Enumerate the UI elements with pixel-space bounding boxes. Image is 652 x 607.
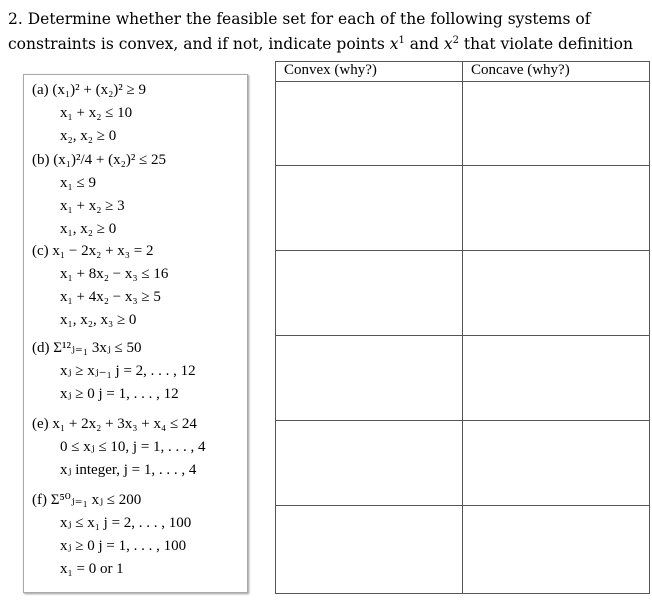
question-mid: and xyxy=(404,35,444,54)
constraints-box xyxy=(23,74,248,593)
constraint-line: x₁ + 4x₂ − x₃ ≥ 5 xyxy=(60,289,161,305)
table-header-row xyxy=(276,62,650,82)
problem-d xyxy=(32,337,196,406)
constraint-line: x₁, x₂ ≥ 0 xyxy=(60,221,117,237)
constraint-line: x₁ − 2x₂ + x₃ = 2 xyxy=(52,243,154,259)
answer-cell[interactable] xyxy=(463,166,650,251)
answer-cell[interactable] xyxy=(276,251,463,336)
constraint-line: x₁, x₂, x₃ ≥ 0 xyxy=(60,312,137,328)
x2-superscript: 2 xyxy=(452,35,459,46)
constraint-line: x₁ ≤ 9 xyxy=(60,175,96,191)
constraint-line: (x₁)²/4 + (x₂)² ≤ 25 xyxy=(53,152,167,168)
answer-cell[interactable] xyxy=(276,336,463,421)
table-row xyxy=(276,82,650,166)
header-convex: Convex (why?) xyxy=(276,62,463,82)
table-row xyxy=(276,166,650,251)
table-row xyxy=(276,336,650,421)
answer-cell[interactable] xyxy=(276,421,463,506)
question-part1: 2. Determine whether the feasible set for each of the following systems of constraints is convex, and if not, indicate points xyxy=(8,10,591,54)
question-text xyxy=(8,8,644,55)
constraint-line: x₂, x₂ ≥ 0 xyxy=(60,128,117,144)
answer-cell[interactable] xyxy=(463,251,650,336)
answer-cell[interactable] xyxy=(463,421,650,506)
problem-a xyxy=(32,79,146,148)
problem-e xyxy=(32,413,206,482)
constraint-line: xⱼ ≥ 0 j = 1, . . . , 12 xyxy=(60,386,179,402)
constraint-line: x₁ + 8x₂ − x₃ ≤ 16 xyxy=(60,266,169,282)
answer-cell[interactable] xyxy=(276,82,463,166)
header-concave: Concave (why?) xyxy=(463,62,650,82)
constraint-line: Σ⁵⁰ⱼ₌₁ xⱼ ≤ 200 xyxy=(50,492,142,508)
x1-symbol: x xyxy=(389,35,399,54)
problem-label: (d) xyxy=(32,340,50,356)
problem-label: (a) xyxy=(32,82,49,98)
table-row xyxy=(276,251,650,336)
problem-label: (c) xyxy=(32,243,49,259)
answer-cell[interactable] xyxy=(463,82,650,166)
constraint-line: xⱼ ≥ xⱼ₋₁ j = 2, . . . , 12 xyxy=(60,363,196,379)
answer-cell[interactable] xyxy=(276,166,463,251)
x2-symbol: x xyxy=(443,35,453,54)
constraint-line: Σ¹²ⱼ₌₁ 3xⱼ ≤ 50 xyxy=(53,340,142,356)
answer-table xyxy=(275,61,650,594)
problem-label: (e) xyxy=(32,416,49,432)
problem-f xyxy=(32,489,191,581)
constraint-line: xⱼ ≤ x₁ j = 2, . . . , 100 xyxy=(60,515,192,531)
constraint-line: xⱼ ≥ 0 j = 1, . . . , 100 xyxy=(60,538,187,554)
answer-cell[interactable] xyxy=(276,506,463,594)
constraint-line: x₁ + x₂ ≤ 10 xyxy=(60,105,133,121)
problem-label: (f) xyxy=(32,492,47,508)
answer-cell[interactable] xyxy=(463,506,650,594)
table-row xyxy=(276,506,650,594)
question-part2: that violate definition xyxy=(458,35,633,54)
problem-label: (b) xyxy=(32,152,50,168)
table-row xyxy=(276,421,650,506)
constraint-line: x₁ + x₂ ≥ 3 xyxy=(60,198,125,214)
constraint-line: x₁ + 2x₂ + 3x₃ + x₄ ≤ 24 xyxy=(52,416,197,432)
problem-b xyxy=(32,149,166,241)
constraint-line: x₁ = 0 or 1 xyxy=(60,561,124,577)
answer-cell[interactable] xyxy=(463,336,650,421)
problem-c xyxy=(32,240,168,332)
constraint-line: xⱼ integer, j = 1, . . . , 4 xyxy=(60,462,197,478)
x1-superscript: 1 xyxy=(398,35,405,46)
constraint-line: (x₁)² + (x₂)² ≥ 9 xyxy=(52,82,147,98)
constraint-line: 0 ≤ xⱼ ≤ 10, j = 1, . . . , 4 xyxy=(60,439,206,455)
